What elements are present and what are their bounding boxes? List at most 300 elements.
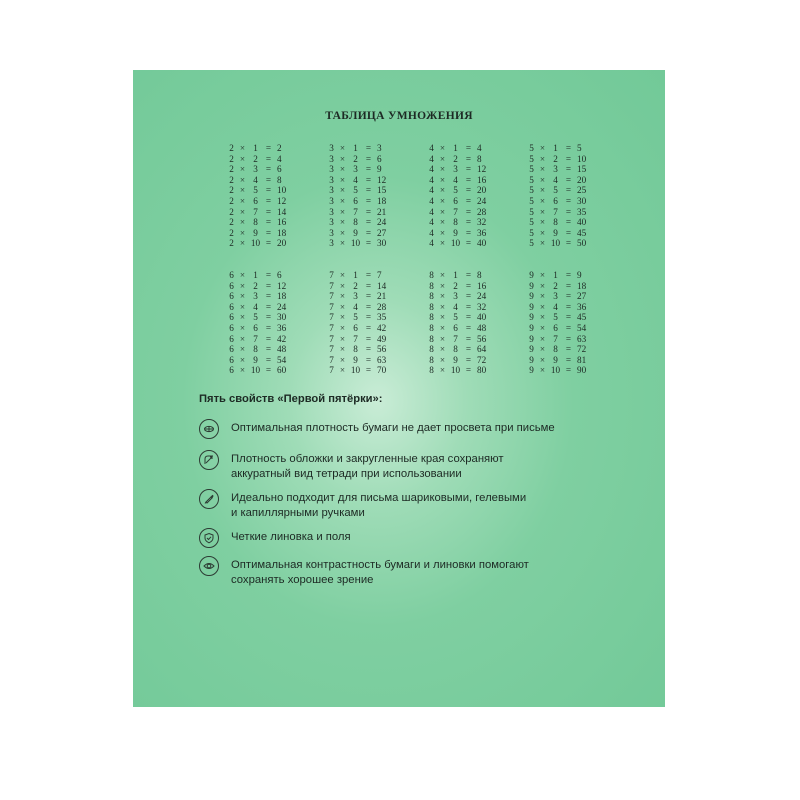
table-cell: ×: [339, 269, 346, 280]
table-cell: 3: [329, 206, 334, 217]
table-cell: =: [565, 322, 572, 333]
table-cell: 3: [329, 143, 334, 153]
table-row: [427, 302, 527, 313]
table-cell: 9: [253, 227, 258, 238]
table-cell: ×: [439, 217, 446, 228]
multiplication-table: [227, 143, 327, 249]
table-cell: 7: [253, 333, 258, 344]
table-cell: ×: [539, 227, 546, 238]
table-cell: 1: [553, 143, 558, 153]
table-cell: ×: [439, 206, 446, 217]
table-cell: ×: [239, 291, 246, 302]
table-cell: 35: [577, 206, 587, 217]
table-row: [227, 323, 327, 334]
table-row: [327, 281, 427, 292]
table-cell: =: [565, 291, 572, 302]
table-cell: 6: [277, 269, 282, 280]
table-cell: 28: [377, 301, 387, 312]
table-cell: 81: [577, 354, 587, 365]
table-cell: 3: [329, 153, 334, 164]
table-cell: 20: [477, 185, 487, 196]
property-text: Плотность обложки и закругленные края сохраняют аккуратный вид тетради при использовании: [231, 453, 504, 480]
table-cell: =: [465, 365, 472, 376]
table-cell: 7: [453, 333, 458, 344]
table-cell: =: [565, 185, 572, 196]
table-cell: 36: [477, 227, 487, 238]
table-cell: ×: [239, 280, 246, 291]
notebook-back-cover: [133, 70, 665, 707]
table-cell: =: [465, 301, 472, 312]
table-cell: 2: [553, 153, 558, 164]
multiplication-table: [427, 270, 527, 376]
table-cell: =: [265, 227, 272, 238]
table-row: [227, 228, 327, 239]
table-cell: =: [565, 217, 572, 228]
table-cell: =: [565, 164, 572, 175]
multiplication-table: [427, 143, 527, 249]
table-cell: ×: [539, 269, 546, 280]
table-cell: 10: [277, 185, 287, 196]
table-row: [527, 164, 627, 175]
table-cell: 7: [329, 280, 334, 291]
table-cell: 9: [529, 344, 534, 355]
table-cell: 72: [577, 344, 587, 355]
table-cell: ×: [539, 195, 546, 206]
table-cell: 5: [453, 312, 458, 323]
table-cell: =: [265, 164, 272, 175]
table-cell: 5: [529, 174, 534, 185]
table-cell: ×: [439, 238, 446, 249]
eye-icon: [199, 556, 219, 576]
table-cell: ×: [239, 206, 246, 217]
table-cell: 4: [429, 195, 434, 206]
property-text: Идеально подходит для письма шариковыми, гелевыми и капиллярными ручками: [231, 492, 527, 519]
table-cell: =: [265, 312, 272, 323]
property-item-eyesight: [199, 556, 611, 587]
table-cell: ×: [439, 269, 446, 280]
table-row: [227, 154, 327, 165]
table-cell: ×: [239, 143, 246, 153]
table-cell: =: [365, 312, 372, 323]
table-cell: 2: [453, 280, 458, 291]
table-cell: 24: [377, 217, 387, 228]
table-cell: 5: [529, 153, 534, 164]
table-cell: 6: [277, 164, 282, 175]
table-cell: =: [465, 206, 472, 217]
table-cell: 8: [453, 344, 458, 355]
table-cell: ×: [239, 153, 246, 164]
table-cell: 8: [553, 344, 558, 355]
table-row: [327, 323, 427, 334]
table-row: [227, 355, 327, 366]
table-cell: 6: [229, 322, 234, 333]
table-cell: ×: [239, 312, 246, 323]
table-cell: 7: [253, 206, 258, 217]
table-row: [527, 143, 627, 154]
table-row: [327, 291, 427, 302]
table-cell: ×: [339, 164, 346, 175]
table-cell: 4: [277, 153, 282, 164]
table-row: [527, 207, 627, 218]
table-cell: =: [565, 269, 572, 280]
table-cell: =: [365, 269, 372, 280]
table-cell: ×: [539, 322, 546, 333]
table-row: [327, 334, 427, 345]
table-cell: 32: [477, 301, 487, 312]
table-cell: 9: [353, 354, 358, 365]
table-cell: 8: [277, 174, 282, 185]
table-cell: 7: [353, 333, 358, 344]
table-cell: 12: [377, 174, 387, 185]
table-cell: 7: [329, 269, 334, 280]
table-cell: ×: [339, 312, 346, 323]
table-cell: ×: [339, 238, 346, 249]
page-title: ТАБЛИЦА УМНОЖЕНИЯ: [325, 110, 473, 122]
table-cell: 4: [429, 217, 434, 228]
table-cell: ×: [539, 344, 546, 355]
table-cell: ×: [339, 301, 346, 312]
table-row: [527, 228, 627, 239]
table-row: [427, 238, 527, 249]
table-row: [227, 238, 327, 249]
table-row: [227, 185, 327, 196]
table-cell: 14: [277, 206, 287, 217]
table-cell: 4: [353, 174, 358, 185]
table-row: [427, 281, 527, 292]
table-cell: 9: [529, 365, 534, 376]
table-cell: 2: [229, 195, 234, 206]
table-cell: 2: [229, 153, 234, 164]
table-cell: 8: [253, 217, 258, 228]
table-cell: ×: [539, 312, 546, 323]
table-cell: ×: [339, 174, 346, 185]
table-cell: 6: [229, 344, 234, 355]
table-cell: 5: [253, 312, 258, 323]
table-cell: 45: [577, 227, 587, 238]
table-cell: =: [365, 291, 372, 302]
table-row: [227, 175, 327, 186]
table-cell: 9: [529, 354, 534, 365]
property-text: Четкие линовка и поля: [231, 531, 351, 543]
table-cell: =: [565, 195, 572, 206]
table-cell: ×: [539, 238, 546, 249]
table-cell: ×: [339, 195, 346, 206]
table-cell: 6: [229, 365, 234, 376]
table-cell: 6: [229, 301, 234, 312]
table-cell: =: [265, 153, 272, 164]
table-cell: 4: [429, 206, 434, 217]
table-cell: 4: [429, 143, 434, 153]
property-item-cover-corners: [199, 450, 611, 481]
table-cell: =: [465, 195, 472, 206]
table-cell: 6: [229, 354, 234, 365]
table-cell: 35: [377, 312, 387, 323]
table-cell: =: [365, 195, 372, 206]
table-row: [327, 143, 427, 154]
table-row: [427, 154, 527, 165]
table-cell: ×: [539, 333, 546, 344]
table-cell: =: [265, 291, 272, 302]
table-cell: 72: [477, 354, 487, 365]
table-cell: 6: [229, 333, 234, 344]
table-row: [527, 312, 627, 323]
table-cell: =: [565, 238, 572, 249]
table-cell: 16: [477, 174, 487, 185]
table-cell: 2: [229, 238, 234, 249]
table-cell: 3: [253, 291, 258, 302]
table-cell: 10: [350, 238, 361, 249]
table-row: [527, 302, 627, 313]
multiplication-table: [527, 270, 627, 376]
table-cell: 18: [277, 291, 287, 302]
table-cell: 3: [353, 291, 358, 302]
table-cell: =: [265, 143, 272, 153]
table-cell: 2: [277, 143, 282, 153]
table-cell: 8: [353, 217, 358, 228]
table-cell: 1: [553, 269, 558, 280]
table-row: [427, 312, 527, 323]
table-row: [327, 228, 427, 239]
table-cell: 7: [329, 344, 334, 355]
table-cell: =: [365, 344, 372, 355]
rounded-corner-icon: [199, 450, 219, 470]
table-cell: 4: [429, 238, 434, 249]
table-cell: ×: [339, 217, 346, 228]
table-cell: =: [465, 354, 472, 365]
table-cell: =: [565, 174, 572, 185]
table-cell: 4: [429, 174, 434, 185]
table-cell: 28: [477, 206, 487, 217]
table-cell: ×: [539, 301, 546, 312]
table-cell: ×: [239, 269, 246, 280]
table-cell: ×: [539, 280, 546, 291]
table-cell: 2: [253, 280, 258, 291]
table-cell: 10: [550, 238, 561, 249]
shield-check-icon: [199, 528, 219, 548]
table-cell: 7: [329, 354, 334, 365]
table-cell: ×: [239, 164, 246, 175]
table-cell: 9: [253, 354, 258, 365]
table-row: [227, 164, 327, 175]
table-cell: 9: [529, 301, 534, 312]
table-cell: ×: [239, 301, 246, 312]
table-cell: ×: [539, 153, 546, 164]
table-cell: =: [465, 164, 472, 175]
table-cell: ×: [239, 217, 246, 228]
table-cell: =: [365, 238, 372, 249]
table-cell: 6: [377, 153, 382, 164]
table-cell: 7: [377, 269, 382, 280]
table-cell: 30: [377, 238, 387, 249]
table-row: [427, 334, 527, 345]
table-cell: 2: [353, 153, 358, 164]
table-cell: ×: [439, 333, 446, 344]
table-cell: 64: [477, 344, 487, 355]
table-cell: 14: [377, 280, 387, 291]
table-row: [427, 344, 527, 355]
table-row: [527, 281, 627, 292]
table-row: [227, 334, 327, 345]
table-row: [527, 291, 627, 302]
table-cell: 4: [477, 143, 482, 153]
table-cell: 3: [353, 164, 358, 175]
table-cell: 3: [329, 164, 334, 175]
table-cell: ×: [239, 333, 246, 344]
table-row: [327, 164, 427, 175]
table-cell: 3: [329, 238, 334, 249]
table-cell: 5: [529, 238, 534, 249]
table-cell: ×: [439, 174, 446, 185]
table-row: [427, 185, 527, 196]
table-row: [227, 302, 327, 313]
table-cell: 10: [450, 238, 461, 249]
table-cell: 60: [277, 365, 287, 376]
table-cell: ×: [439, 312, 446, 323]
table-cell: 6: [353, 195, 358, 206]
table-cell: =: [465, 217, 472, 228]
table-cell: =: [565, 280, 572, 291]
table-cell: ×: [439, 344, 446, 355]
table-cell: =: [265, 206, 272, 217]
table-cell: =: [365, 354, 372, 365]
table-cell: 9: [529, 333, 534, 344]
table-row: [427, 175, 527, 186]
table-row: [327, 154, 427, 165]
table-cell: 5: [529, 185, 534, 196]
multiplication-table: [227, 270, 327, 376]
table-cell: =: [265, 365, 272, 376]
table-cell: 8: [429, 312, 434, 323]
table-cell: 3: [377, 143, 382, 153]
table-cell: 24: [277, 301, 287, 312]
table-cell: ×: [339, 143, 346, 153]
table-cell: 2: [229, 217, 234, 228]
table-cell: 3: [253, 164, 258, 175]
table-cell: ×: [339, 227, 346, 238]
table-row: [427, 365, 527, 376]
table-cell: 9: [529, 280, 534, 291]
table-cell: 30: [277, 312, 287, 323]
table-cell: 10: [577, 153, 587, 164]
table-row: [327, 217, 427, 228]
table-cell: 7: [553, 333, 558, 344]
table-cell: 36: [577, 301, 587, 312]
table-cell: 2: [353, 280, 358, 291]
table-cell: =: [265, 238, 272, 249]
table-cell: 40: [577, 217, 587, 228]
table-cell: =: [365, 217, 372, 228]
table-cell: 50: [577, 238, 587, 249]
table-row: [427, 143, 527, 154]
property-item-paper-density: [199, 419, 611, 439]
table-cell: 8: [453, 217, 458, 228]
property-item-ruling: [199, 528, 611, 548]
table-cell: =: [265, 269, 272, 280]
table-cell: =: [565, 143, 572, 153]
table-cell: 90: [577, 365, 587, 376]
table-cell: =: [465, 344, 472, 355]
table-cell: =: [365, 365, 372, 376]
table-cell: 21: [377, 291, 387, 302]
table-cell: 6: [229, 291, 234, 302]
table-cell: 2: [229, 206, 234, 217]
table-cell: =: [365, 333, 372, 344]
table-cell: =: [265, 344, 272, 355]
table-cell: =: [565, 301, 572, 312]
table-cell: 3: [329, 217, 334, 228]
table-cell: 1: [453, 143, 458, 153]
table-cell: 10: [350, 365, 361, 376]
table-cell: 5: [529, 227, 534, 238]
table-row: [227, 217, 327, 228]
table-cell: ×: [439, 322, 446, 333]
table-cell: 42: [377, 322, 387, 333]
table-cell: ×: [339, 206, 346, 217]
multiplication-table: [327, 270, 427, 376]
table-cell: 7: [329, 312, 334, 323]
table-cell: 12: [277, 195, 287, 206]
table-cell: 9: [529, 322, 534, 333]
table-cell: 1: [253, 143, 258, 153]
table-cell: 6: [253, 195, 258, 206]
table-row: [527, 175, 627, 186]
table-cell: 63: [377, 354, 387, 365]
table-cell: 2: [229, 174, 234, 185]
table-cell: =: [565, 206, 572, 217]
table-cell: 3: [329, 174, 334, 185]
table-cell: ×: [339, 344, 346, 355]
table-cell: 25: [577, 185, 587, 196]
table-cell: ×: [339, 185, 346, 196]
table-row: [227, 196, 327, 207]
table-cell: ×: [439, 153, 446, 164]
table-cell: 8: [253, 344, 258, 355]
table-cell: 9: [377, 164, 382, 175]
table-cell: ×: [539, 174, 546, 185]
table-cell: ×: [439, 301, 446, 312]
table-cell: 2: [553, 280, 558, 291]
table-cell: 8: [429, 333, 434, 344]
table-cell: =: [365, 143, 372, 153]
table-cell: 10: [250, 365, 261, 376]
table-cell: 45: [577, 312, 587, 323]
table-cell: 9: [529, 312, 534, 323]
table-row: [527, 196, 627, 207]
table-cell: 6: [553, 195, 558, 206]
table-cell: 3: [329, 227, 334, 238]
table-row: [527, 238, 627, 249]
table-cell: 24: [477, 291, 487, 302]
table-cell: 8: [429, 301, 434, 312]
table-cell: 9: [553, 227, 558, 238]
table-cell: 6: [453, 195, 458, 206]
table-cell: 70: [377, 365, 387, 376]
table-row: [327, 196, 427, 207]
table-cell: =: [465, 153, 472, 164]
properties-title: Пять свойств «Первой пятёрки»:: [199, 393, 383, 405]
table-row: [427, 323, 527, 334]
table-cell: ×: [239, 195, 246, 206]
table-cell: 4: [453, 301, 458, 312]
table-cell: 1: [353, 143, 358, 153]
table-cell: 27: [577, 291, 587, 302]
table-cell: =: [365, 185, 372, 196]
table-row: [527, 323, 627, 334]
table-row: [227, 143, 327, 154]
table-cell: 2: [229, 227, 234, 238]
table-cell: 5: [553, 185, 558, 196]
table-row: [527, 217, 627, 228]
